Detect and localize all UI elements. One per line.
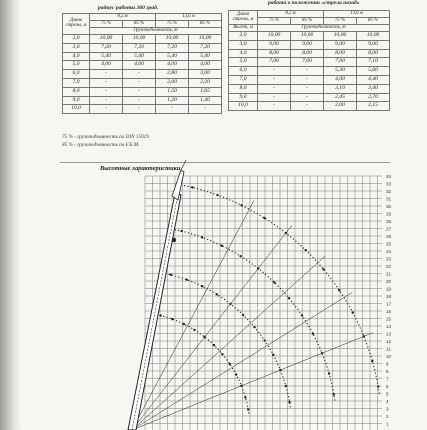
load-cell: 5,40 [90,52,123,61]
arc-point [216,293,218,295]
height-tick-label: 26 [386,234,392,239]
height-tick-label: 18 [386,294,392,299]
load-cell: - [258,67,291,76]
load-cell: 1,65 [189,87,222,96]
load-cell: - [189,105,222,114]
row-length-cell: 10,0 [229,102,258,111]
angle-line [132,292,352,430]
arc-point [321,352,323,354]
load-cell: 8,00 [324,49,357,58]
height-tick-label: 22 [386,264,392,269]
height-tick-label: 6 [386,384,389,389]
arc-point [247,408,249,410]
load-cell: 10,00 [189,35,222,44]
header-load: Грузоподъемность, т [90,28,222,35]
load-cell: 4,40 [357,75,390,84]
arc-point [201,236,203,238]
load-cell: 10,00 [324,32,357,41]
height-tick-label: 24 [386,249,392,254]
arc-point [191,186,193,188]
load-cell: - [123,105,156,114]
reach-arc [165,273,290,407]
height-tick-label: 14 [386,324,392,329]
header-boom-length: Длина стрелы, м [229,11,258,25]
load-cell: 9,00 [258,40,291,49]
arc-point [171,318,173,320]
arc-point [328,372,330,374]
note-75: 75 % - грузоподъемность по DIN 15019 [62,134,149,140]
height-tick-label: 7 [386,376,389,382]
row-length-cell: 9,0 [63,96,90,105]
left-table-caption: радиус работы 360 град. [98,5,159,11]
arc-point [371,360,373,362]
arc-point [159,314,161,316]
load-cell: - [156,105,189,114]
load-cell: - [90,96,123,105]
load-cell: - [291,67,324,76]
arc-point [285,232,287,234]
header-75: 75 % [90,21,123,28]
header-75: 75 % [156,21,189,28]
load-cell: 2,45 [324,93,357,102]
height-tick-label: 3 [386,406,389,412]
arc-point [180,230,182,232]
height-tick-label: 2 [386,414,389,419]
row-length-cell: 7,0 [229,75,258,84]
load-cell: 7,20 [90,43,123,52]
load-cell: - [90,70,123,79]
load-cell: 7,00 [258,58,291,67]
height-tick-label: 33 [386,181,392,187]
load-cell: - [258,102,291,111]
height-tick-label: 10 [386,354,392,359]
arc-point [242,314,244,316]
header-reach: Вылет, м [229,25,258,32]
header-136: 13,6 м [324,11,390,18]
arc-point [304,249,306,251]
load-cell: 5,40 [189,52,222,61]
row-length-cell: 8,0 [229,84,258,93]
load-cell: 5,30 [324,67,357,76]
arc-point [253,326,255,328]
arc-point [257,267,259,269]
arc-point [216,194,218,196]
load-cell: 2,70 [357,93,390,102]
right-table-caption: работа в положении «стрела назад» [268,0,360,6]
arc-point [229,363,231,365]
load-cell: - [291,75,324,84]
arc-point [333,393,335,395]
load-cell: 10,00 [123,35,156,44]
height-tick-label: 9 [386,361,389,367]
section-title: Высотные характеристики [100,165,181,172]
height-tick-label: 25 [386,241,392,247]
arc-point [240,204,242,206]
load-cell: 5,40 [123,52,156,61]
load-cell: - [90,78,123,87]
load-cell: 5,40 [156,52,189,61]
load-cell: 3,40 [357,84,390,93]
load-cell: 8,00 [258,49,291,58]
header-boom-length: Длина стрелы, м [63,14,90,35]
load-cell: 10,00 [90,35,123,44]
row-length-cell: 8,0 [63,87,90,96]
height-tick-label: 5 [386,391,389,397]
arc-point [263,217,265,219]
load-cell: 10,00 [291,32,324,41]
load-cell: - [258,75,291,84]
header-85: 85 % [189,21,222,28]
height-tick-label: 34 [386,174,392,179]
height-tick-label: 20 [386,279,392,284]
load-cell: - [123,87,156,96]
load-cell: - [123,70,156,79]
arc-point [183,323,185,325]
load-cell: 7,20 [123,43,156,52]
arc-point [235,373,237,375]
load-cell: 4,00 [123,61,156,70]
arc-point [193,329,195,331]
height-tick-label: 23 [386,256,392,262]
row-length-cell: 9,0 [229,93,258,102]
arc-point [239,255,241,257]
load-cell: 2,00 [324,102,357,111]
load-cell: 9,00 [324,40,357,49]
header-82: 8,2 м [258,11,324,18]
load-cell: 7,20 [156,43,189,52]
load-cell: 8,00 [291,49,324,58]
arc-point [201,285,203,287]
load-cell: - [291,84,324,93]
load-cell: - [90,87,123,96]
arc-point [338,289,340,291]
load-cell: 9,00 [357,40,390,49]
load-cell: 9,00 [291,40,324,49]
load-cell: 2,20 [189,78,222,87]
row-length-cell: 2,0 [63,35,90,44]
row-length-cell: 3,0 [229,40,258,49]
arc-point [273,281,275,283]
load-cell: 1,50 [156,87,189,96]
row-length-cell: 5,0 [63,61,90,70]
row-length-cell: 4,0 [63,52,90,61]
arc-point [203,336,205,338]
height-tick-label: 31 [386,196,392,202]
load-cell: - [90,105,123,114]
height-tick-label: 4 [386,399,389,404]
arc-point [301,314,303,316]
load-cell: 4,00 [156,61,189,70]
height-tick-label: 15 [386,316,392,322]
arc-point [170,274,172,276]
load-cell: 4,00 [90,61,123,70]
load-cell: 7,00 [291,58,324,67]
height-tick-label: 27 [386,226,392,232]
header-82: 8,2 м [90,14,156,21]
header-136: 13,6 м [156,14,222,21]
load-cell: - [291,93,324,102]
header-85: 85 % [357,18,390,25]
load-cell: - [291,102,324,111]
load-cell: 2,15 [357,102,390,111]
height-tick-label: 32 [386,189,392,194]
arc-point [285,385,287,387]
header-85: 85 % [291,18,324,25]
header-75: 75 % [258,18,291,25]
height-tick-label: 28 [386,219,392,224]
load-cell: 10,00 [258,32,291,41]
load-cell: - [123,96,156,105]
row-length-cell: 10,0 [63,105,90,114]
arc-point [221,245,223,247]
header-75: 75 % [324,18,357,25]
load-cell: 1,20 [156,96,189,105]
load-cell: 5,60 [357,67,390,76]
height-tick-label: 19 [386,286,392,292]
height-tick-label: 29 [386,211,392,217]
load-cell: - [258,93,291,102]
row-length-cell: 6,0 [63,70,90,79]
row-length-cell: 2,0 [229,32,258,41]
arc-point [229,303,231,305]
load-cell: 10,00 [156,35,189,44]
height-tick-label: 13 [386,331,392,337]
load-cell: 3,00 [189,70,222,79]
load-cell: 7,10 [357,58,390,67]
load-cell: 1,40 [189,96,222,105]
header-85: 85 % [123,21,156,28]
height-tick-label: 30 [386,204,392,209]
arc-point [312,333,314,335]
load-cell: 10,00 [357,32,390,41]
load-cell: 8,00 [357,49,390,58]
arc-point [263,339,265,341]
load-cell: - [123,78,156,87]
load-cell: 7,00 [324,58,357,67]
row-length-cell: 4,0 [229,49,258,58]
height-tick-label: 8 [386,369,389,374]
height-tick-label: 1 [386,421,389,427]
load-cell: 4,00 [189,61,222,70]
load-cell: 4,00 [324,75,357,84]
load-cell: 3,10 [324,84,357,93]
arc-point [186,278,188,280]
height-tick-label: 11 [386,346,391,352]
arc-point [352,311,354,313]
height-axis [386,174,392,427]
arc-point [244,396,246,398]
row-length-cell: 5,0 [229,58,258,67]
row-length-cell: 3,0 [63,43,90,52]
height-tick-label: 21 [386,271,392,277]
row-length-cell: 7,0 [63,78,90,87]
load-cell: 7,20 [189,43,222,52]
load-cell: - [258,84,291,93]
angle-line [132,333,373,430]
chart-grid [145,176,382,430]
arc-point [377,385,379,387]
arc-point [221,353,223,355]
arc-point [288,401,290,403]
header-load: Грузоподъемность, т [258,25,390,32]
load-cell: 2,80 [156,70,189,79]
arc-point [363,335,365,337]
height-tick-label: 17 [386,301,392,307]
load-cell: 2,00 [156,78,189,87]
arc-point [288,297,290,299]
height-tick-label: 16 [386,309,392,314]
arc-point [272,354,274,356]
row-length-cell: 6,0 [229,67,258,76]
arc-point [279,369,281,371]
arc-point [322,268,324,270]
note-85: 85 % - грузоподъемность по F.E.M. [62,142,140,148]
height-tick-label: 12 [386,339,392,344]
arc-point [213,344,215,346]
arc-point [240,385,242,387]
